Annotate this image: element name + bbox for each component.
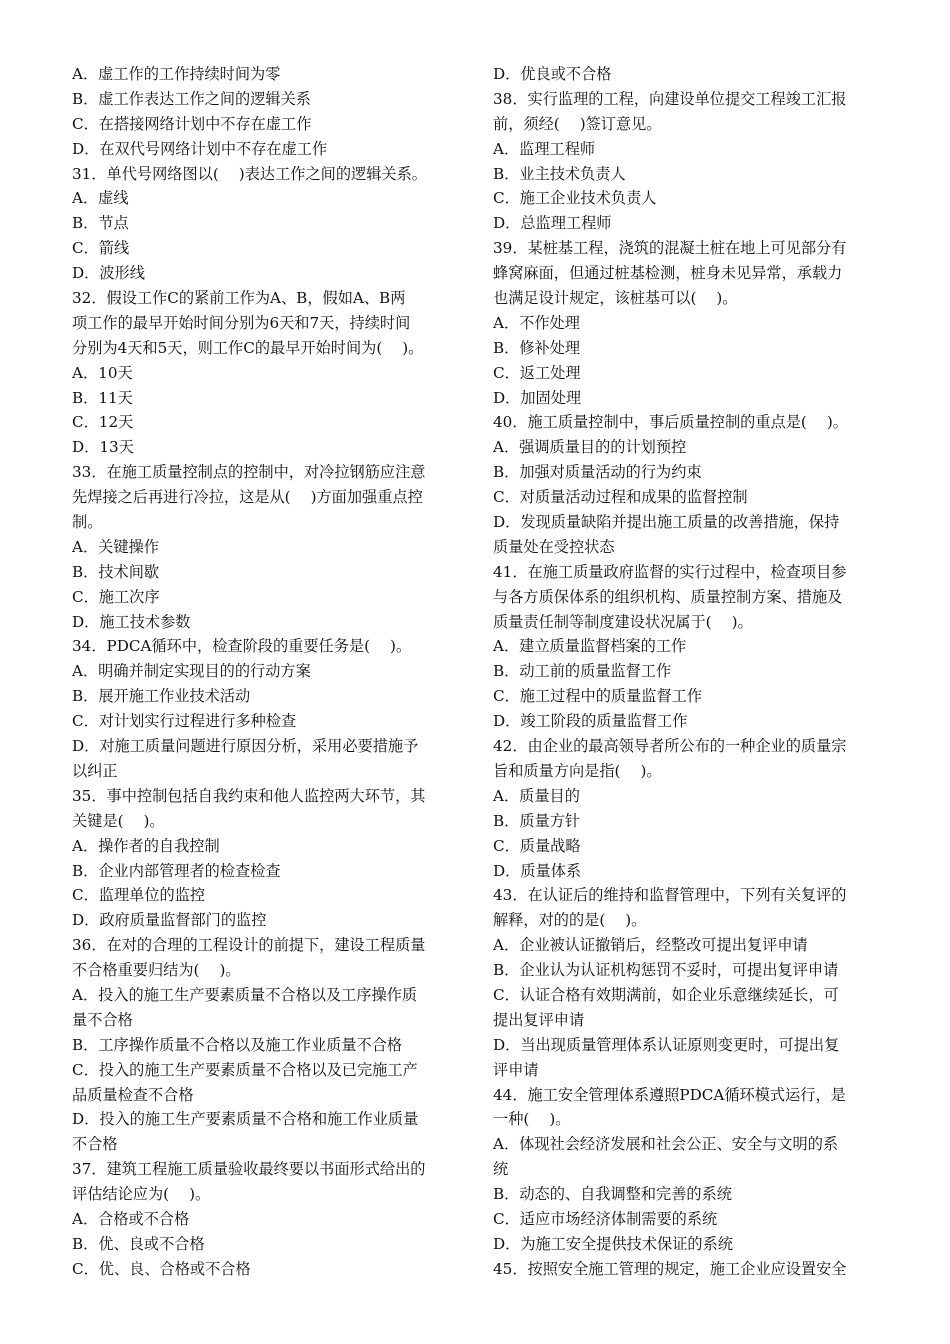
left-column-line: 35．事中控制包括自我约束和他人监控两大环节，其 xyxy=(72,786,426,805)
right-column-line: A．强调质量目的的计划预控 xyxy=(493,438,687,457)
right-column-line: A．质量目的 xyxy=(493,786,580,805)
right-column-line: B．修补处理 xyxy=(493,338,581,357)
left-column-line: 不合格重要归结为( )。 xyxy=(72,961,241,980)
right-column-line: 42．由企业的最高领导者所公布的一种企业的质量宗 xyxy=(493,737,847,756)
right-column-line: D．优良或不合格 xyxy=(493,65,612,83)
left-column xyxy=(72,62,464,1282)
right-column xyxy=(493,62,885,1282)
left-column-line: C．施工次序 xyxy=(72,587,160,606)
right-column-line: C．质量战略 xyxy=(493,836,581,855)
left-column-line: D．13天 xyxy=(72,438,134,457)
left-column-line: 量不合格 xyxy=(72,1010,133,1029)
right-column-line: B．加强对质量活动的行为约束 xyxy=(493,463,702,482)
right-column-line: A．建立质量监督档案的工作 xyxy=(493,637,687,656)
left-column-line: C．对计划实行过程进行多种检查 xyxy=(72,712,297,731)
right-column-line: A．企业被认证撤销后，经整改可提出复评申请 xyxy=(493,936,808,955)
right-column-line: C．返工处理 xyxy=(493,363,581,382)
left-column-line: A．关键操作 xyxy=(72,537,159,556)
right-column-line: D．总监理工程师 xyxy=(493,214,612,233)
left-column-line: A．操作者的自我控制 xyxy=(72,836,220,855)
left-column-line: D．投入的施工生产要素质量不合格和施工作业质量 xyxy=(72,1110,419,1129)
left-column-line: 制。 xyxy=(72,513,103,532)
right-column-line: B．动工前的质量监督工作 xyxy=(493,662,672,681)
left-column-line: 品质量检查不合格 xyxy=(72,1085,194,1104)
left-column-line: C．监理单位的监控 xyxy=(72,886,206,905)
right-column-line: 评申请 xyxy=(493,1060,539,1079)
right-column-line: 39．某桩基工程，浇筑的混凝土桩在地上可见部分有 xyxy=(493,239,847,258)
right-column-line: B．业主技术负责人 xyxy=(493,164,626,183)
right-column-line: B．质量方针 xyxy=(493,811,581,830)
left-column-line: A．虚线 xyxy=(72,189,129,208)
left-column-line: B．企业内部管理者的检查检查 xyxy=(72,861,281,880)
right-column-line: 一种( )。 xyxy=(493,1110,571,1129)
left-column-line: A．明确并制定实现目的的行动方案 xyxy=(72,662,311,681)
right-column-line: 与各方质保体系的组织机构、质量控制方案、措施及 xyxy=(493,587,843,606)
left-column-line: D．在双代号网络计划中不存在虚工作 xyxy=(72,139,328,158)
right-column-line: D．发现质量缺陷并提出施工质量的改善措施，保持 xyxy=(493,513,840,532)
right-column-line: 45．按照安全施工管理的规定，施工企业应设置安全 xyxy=(493,1259,847,1278)
right-column-line: C．适应市场经济体制需要的系统 xyxy=(493,1209,718,1228)
left-column-line: A．投入的施工生产要素质量不合格以及工序操作质 xyxy=(72,985,418,1004)
left-column-line: 项工作的最早开始时间分别为6天和7天，持续时间 xyxy=(72,313,411,332)
left-column-line: 评估结论应为( )。 xyxy=(72,1185,211,1204)
left-column-line: A．合格或不合格 xyxy=(72,1209,190,1228)
right-column-line: 43．在认证后的维持和监督管理中，下列有关复评的 xyxy=(493,886,847,905)
left-column-line: C．12天 xyxy=(72,413,134,432)
left-column-line: B．优、良或不合格 xyxy=(72,1234,205,1253)
right-column-line: 质量责任制等制度建设状况属于( )。 xyxy=(493,612,753,631)
right-column-line: 38．实行监理的工程，向建设单位提交工程竣工汇报 xyxy=(493,89,847,108)
right-column-line: 旨和质量方向是指( )。 xyxy=(493,761,662,780)
right-column-line: 提出复评申请 xyxy=(493,1010,585,1029)
left-column-line: D．对施工质量问题进行原因分析，采用必要措施予 xyxy=(72,737,419,756)
right-column-line: D．为施工安全提供技术保证的系统 xyxy=(493,1234,733,1253)
left-column-line: B．节点 xyxy=(72,214,129,233)
left-column-line: A．10天 xyxy=(72,363,133,382)
right-column-line: 蜂窝麻面，但通过桩基检测，桩身未见异常，承载力 xyxy=(493,264,843,283)
right-column-line: C．认证合格有效期满前，如企业乐意继续延长，可 xyxy=(493,985,839,1004)
left-column-line: 以纠正 xyxy=(72,761,118,780)
right-column-line: 质量处在受控状态 xyxy=(493,537,615,556)
left-column-line: B．技术间歇 xyxy=(72,562,160,581)
right-column-line: A．不作处理 xyxy=(493,313,580,332)
right-column-line: A．体现社会经济发展和社会公正、安全与文明的系 xyxy=(493,1135,839,1154)
right-column-line: D．当出现质量管理体系认证原则变更时，可提出复 xyxy=(493,1035,840,1054)
left-column-line: B．工序操作质量不合格以及施工作业质量不合格 xyxy=(72,1035,403,1054)
right-column-line: 前，须经( )签订意见。 xyxy=(493,114,662,133)
right-column-line: 41．在施工质量政府监督的实行过程中，检查项目参 xyxy=(493,562,847,581)
left-column-line: D．政府质量监督部门的监控 xyxy=(72,911,267,930)
right-column-line: D．质量体系 xyxy=(493,861,582,880)
right-column-line: B．动态的、自我调整和完善的系统 xyxy=(493,1185,732,1204)
left-column-line: A．虚工作的工作持续时间为零 xyxy=(72,65,281,83)
left-column-line: C．箭线 xyxy=(72,239,130,258)
right-column-line: C．施工过程中的质量监督工作 xyxy=(493,687,703,706)
left-column-line: 关键是( )。 xyxy=(72,811,165,830)
left-column-line: B．展开施工作业技术活动 xyxy=(72,687,251,706)
left-column-line: B．11天 xyxy=(72,388,133,407)
left-column-line: 34．PDCA循环中，检查阶段的重要任务是( )。 xyxy=(72,637,412,656)
right-column-line: 统 xyxy=(493,1160,509,1179)
right-column-line: 解释，对的的是( )。 xyxy=(493,911,647,930)
left-column-line: 32．假设工作C的紧前工作为A、B，假如A、B两 xyxy=(72,289,406,308)
right-column-line: D．加固处理 xyxy=(493,388,582,407)
right-column-line: C．对质量活动过程和成果的监督控制 xyxy=(493,488,748,507)
left-column-line: 33．在施工质量控制点的控制中，对冷拉钢筋应注意 xyxy=(72,463,426,482)
right-column-line: B．企业认为认证机构惩罚不妥时，可提出复评申请 xyxy=(493,961,839,980)
left-column-line: C．优、良、合格或不合格 xyxy=(72,1259,251,1278)
left-column-line: 先焊接之后再进行冷拉，这是从( )方面加强重点控 xyxy=(72,488,423,507)
left-column-line: 36．在对的合理的工程设计的前提下，建设工程质量 xyxy=(72,936,426,955)
left-column-line: D．波形线 xyxy=(72,264,145,283)
right-column-line: 40．施工质量控制中，事后质量控制的重点是( )。 xyxy=(493,413,848,432)
left-column-line: C．在搭接网络计划中不存在虚工作 xyxy=(72,114,312,133)
right-column-line: D．竣工阶段的质量监督工作 xyxy=(493,712,688,731)
left-column-line: 不合格 xyxy=(72,1135,118,1154)
left-column-line: C．投入的施工生产要素质量不合格以及已完施工产 xyxy=(72,1060,418,1079)
left-column-line: 分别为4天和5天，则工作C的最早开始时间为( )。 xyxy=(72,338,424,357)
left-column-line: D．施工技术参数 xyxy=(72,612,191,631)
right-column-line: C．施工企业技术负责人 xyxy=(493,189,657,208)
right-column-line: 44．施工安全管理体系遵照PDCA循环模式运行，是 xyxy=(493,1085,846,1104)
left-column-line: 37．建筑工程施工质量验收最终要以书面形式给出的 xyxy=(72,1160,426,1179)
left-column-line: 31．单代号网络图以( )表达工作之间的逻辑关系。 xyxy=(72,164,427,183)
right-column-line: A．监理工程师 xyxy=(493,139,596,158)
right-column-line: 也满足设计规定，该桩基可以( )。 xyxy=(493,289,738,308)
left-column-line: B．虚工作表达工作之间的逻辑关系 xyxy=(72,89,311,108)
